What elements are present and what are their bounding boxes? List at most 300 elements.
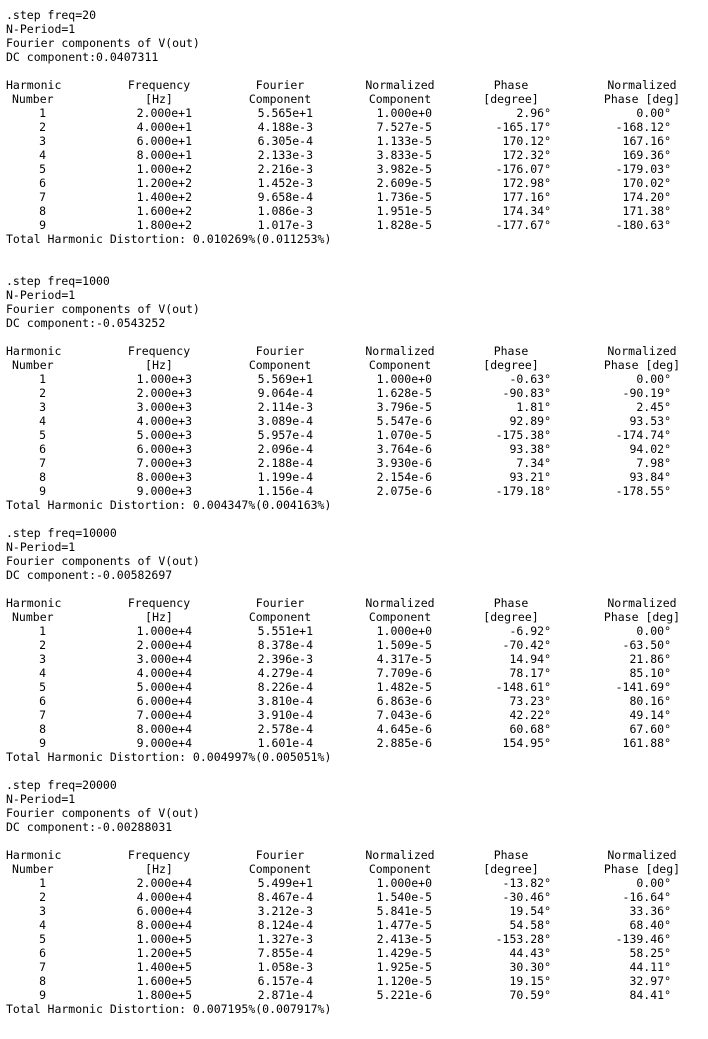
normalized-component-cell: 4.645e-6 — [376, 722, 432, 736]
header-component: Component — [248, 610, 312, 624]
table-row — [0, 988, 708, 1002]
fourier-component-cell: 1.058e-3 — [257, 960, 313, 974]
phase-cell: -13.82° — [502, 876, 551, 890]
fourier-component-cell: 5.957e-4 — [257, 428, 313, 442]
frequency-cell: 1.000e+4 — [136, 624, 192, 638]
phase-cell: 172.32° — [502, 148, 551, 162]
frequency-cell: 1.200e+5 — [136, 946, 192, 960]
harmonic-number-cell: 9 — [39, 484, 46, 498]
harmonic-number-cell: 4 — [39, 666, 46, 680]
header-frequency: Frequency — [127, 848, 191, 862]
normalized-phase-cell: -63.50° — [622, 638, 671, 652]
normalized-phase-cell: 94.02° — [629, 442, 671, 456]
normalized-phase-cell: -90.19° — [622, 386, 671, 400]
fourier-component-cell: 5.551e+1 — [257, 624, 313, 638]
normalized-phase-cell: 80.16° — [629, 694, 671, 708]
frequency-cell: 4.000e+4 — [136, 666, 192, 680]
header-phase: Phase — [493, 596, 529, 610]
normalized-component-cell: 1.482e-5 — [376, 680, 432, 694]
phase-cell: 2.96° — [516, 106, 551, 120]
normalized-phase-cell: 0.00° — [636, 876, 671, 890]
frequency-cell: 2.000e+4 — [136, 638, 192, 652]
header-harmonic: Harmonic — [6, 848, 62, 862]
header-normalized-phase: Normalized — [607, 596, 677, 610]
fourier-component-cell: 2.133e-3 — [257, 148, 313, 162]
normalized-component-cell: 1.925e-5 — [376, 960, 432, 974]
header-frequency: Frequency — [127, 78, 191, 92]
table-row — [0, 176, 708, 190]
harmonic-number-cell: 4 — [39, 148, 46, 162]
table-row — [0, 134, 708, 148]
harmonic-number-cell: 7 — [39, 960, 46, 974]
dc-component-line: DC component:0.0407311 — [6, 50, 159, 64]
harmonic-number-cell: 1 — [39, 372, 46, 386]
normalized-component-cell: 3.833e-5 — [376, 148, 432, 162]
harmonic-number-cell: 8 — [39, 722, 46, 736]
table-row — [0, 946, 708, 960]
header-ncomponent: Component — [368, 358, 432, 372]
table-row — [0, 456, 708, 470]
normalized-phase-cell: 58.25° — [629, 946, 671, 960]
header-component: Component — [248, 862, 312, 876]
harmonic-number-cell: 9 — [39, 736, 46, 750]
normalized-phase-cell: 44.11° — [629, 960, 671, 974]
nperiod-line: N-Period=1 — [6, 22, 76, 36]
phase-cell: -177.67° — [495, 218, 551, 232]
normalized-phase-cell: 170.02° — [622, 176, 671, 190]
header-normalized: Normalized — [365, 78, 435, 92]
table-header-row-1 — [0, 78, 708, 92]
table-row — [0, 974, 708, 988]
harmonic-number-cell: 8 — [39, 470, 46, 484]
header-normalized: Normalized — [365, 848, 435, 862]
frequency-cell: 6.000e+1 — [136, 134, 192, 148]
header-harmonic: Harmonic — [6, 344, 62, 358]
header-phase-deg: Phase [deg] — [603, 92, 681, 106]
header-fourier: Fourier — [255, 344, 305, 358]
normalized-phase-cell: 171.38° — [622, 204, 671, 218]
header-normalized: Normalized — [365, 596, 435, 610]
fourier-component-cell: 6.305e-4 — [257, 134, 313, 148]
phase-cell: 70.59° — [509, 988, 551, 1002]
normalized-phase-cell: -141.69° — [615, 680, 671, 694]
normalized-component-cell: 1.628e-5 — [376, 386, 432, 400]
fourier-component-cell: 2.578e-4 — [257, 722, 313, 736]
normalized-component-cell: 2.075e-6 — [376, 484, 432, 498]
dc-component-line: DC component:-0.0543252 — [6, 316, 166, 330]
fourier-component-cell: 3.810e-4 — [257, 694, 313, 708]
normalized-phase-cell: -178.55° — [615, 484, 671, 498]
harmonic-number-cell: 6 — [39, 442, 46, 456]
header-hz: [Hz] — [145, 358, 173, 372]
fourier-of-line: Fourier components of V(out) — [6, 36, 200, 50]
dc-component-line: DC component:-0.00582697 — [6, 568, 173, 582]
table-row — [0, 638, 708, 652]
header-number: Number — [12, 862, 54, 876]
phase-cell: -30.46° — [502, 890, 551, 904]
harmonic-number-cell: 1 — [39, 876, 46, 890]
normalized-phase-cell: 49.14° — [629, 708, 671, 722]
frequency-cell: 1.000e+2 — [136, 162, 192, 176]
table-header-row-2 — [0, 358, 708, 372]
step-line: .step freq=20 — [6, 8, 97, 22]
fourier-component-cell: 2.871e-4 — [257, 988, 313, 1002]
phase-cell: 93.21° — [509, 470, 551, 484]
fourier-component-cell: 6.157e-4 — [257, 974, 313, 988]
harmonic-number-cell: 7 — [39, 190, 46, 204]
header-hz: [Hz] — [145, 862, 173, 876]
normalized-phase-cell: 7.98° — [636, 456, 671, 470]
phase-cell: -70.42° — [502, 638, 551, 652]
normalized-component-cell: 7.709e-6 — [376, 666, 432, 680]
normalized-phase-cell: 174.20° — [622, 190, 671, 204]
table-header-row-2 — [0, 610, 708, 624]
phase-cell: 73.23° — [509, 694, 551, 708]
fourier-component-cell: 2.396e-3 — [257, 652, 313, 666]
phase-cell: -176.07° — [495, 162, 551, 176]
phase-cell: -0.63° — [509, 372, 551, 386]
frequency-cell: 1.400e+2 — [136, 190, 192, 204]
fourier-of-line: Fourier components of V(out) — [6, 302, 200, 316]
nperiod-line: N-Period=1 — [6, 792, 76, 806]
harmonic-number-cell: 4 — [39, 918, 46, 932]
normalized-phase-cell: 85.10° — [629, 666, 671, 680]
normalized-phase-cell: 161.88° — [622, 736, 671, 750]
phase-cell: -148.61° — [495, 680, 551, 694]
dc-component-line: DC component:-0.00288031 — [6, 820, 173, 834]
frequency-cell: 6.000e+4 — [136, 904, 192, 918]
phase-cell: 54.58° — [509, 918, 551, 932]
table-row — [0, 484, 708, 498]
normalized-component-cell: 1.000e+0 — [376, 372, 432, 386]
nperiod-line: N-Period=1 — [6, 540, 76, 554]
harmonic-number-cell: 7 — [39, 456, 46, 470]
table-row — [0, 428, 708, 442]
normalized-phase-cell: -16.64° — [622, 890, 671, 904]
harmonic-number-cell: 9 — [39, 218, 46, 232]
normalized-phase-cell: 68.40° — [629, 918, 671, 932]
normalized-component-cell: 1.070e-5 — [376, 428, 432, 442]
table-row — [0, 932, 708, 946]
normalized-phase-cell: -179.03° — [615, 162, 671, 176]
header-harmonic: Harmonic — [6, 596, 62, 610]
normalized-phase-cell: 84.41° — [629, 988, 671, 1002]
thd-line: Total Harmonic Distortion: 0.004347%(0.004163%) — [6, 498, 332, 512]
normalized-component-cell: 3.982e-5 — [376, 162, 432, 176]
harmonic-number-cell: 2 — [39, 890, 46, 904]
frequency-cell: 8.000e+1 — [136, 148, 192, 162]
normalized-component-cell: 2.154e-6 — [376, 470, 432, 484]
thd-line: Total Harmonic Distortion: 0.010269%(0.011253%) — [6, 232, 332, 246]
fourier-component-cell: 1.199e-4 — [257, 470, 313, 484]
normalized-component-cell: 1.000e+0 — [376, 106, 432, 120]
harmonic-number-cell: 1 — [39, 106, 46, 120]
phase-cell: 14.94° — [509, 652, 551, 666]
table-row — [0, 218, 708, 232]
fourier-component-cell: 2.188e-4 — [257, 456, 313, 470]
table-row — [0, 386, 708, 400]
header-degree: [degree] — [483, 358, 539, 372]
frequency-cell: 3.000e+3 — [136, 400, 192, 414]
fourier-component-cell: 2.216e-3 — [257, 162, 313, 176]
frequency-cell: 8.000e+4 — [136, 918, 192, 932]
header-normalized-phase: Normalized — [607, 848, 677, 862]
fourier-component-cell: 3.212e-3 — [257, 904, 313, 918]
header-fourier: Fourier — [255, 78, 305, 92]
fourier-component-cell: 5.565e+1 — [257, 106, 313, 120]
frequency-cell: 6.000e+4 — [136, 694, 192, 708]
harmonic-number-cell: 8 — [39, 974, 46, 988]
harmonic-number-cell: 5 — [39, 680, 46, 694]
phase-cell: 1.81° — [516, 400, 551, 414]
phase-cell: 44.43° — [509, 946, 551, 960]
harmonic-number-cell: 9 — [39, 988, 46, 1002]
table-row — [0, 960, 708, 974]
header-harmonic: Harmonic — [6, 78, 62, 92]
table-header-row-1 — [0, 596, 708, 610]
normalized-component-cell: 2.609e-5 — [376, 176, 432, 190]
header-ncomponent: Component — [368, 610, 432, 624]
fourier-component-cell: 5.499e+1 — [257, 876, 313, 890]
frequency-cell: 1.000e+5 — [136, 932, 192, 946]
normalized-phase-cell: -168.12° — [615, 120, 671, 134]
phase-cell: 30.30° — [509, 960, 551, 974]
harmonic-number-cell: 3 — [39, 652, 46, 666]
phase-cell: 42.22° — [509, 708, 551, 722]
fourier-component-cell: 8.124e-4 — [257, 918, 313, 932]
harmonic-number-cell: 3 — [39, 134, 46, 148]
harmonic-number-cell: 5 — [39, 162, 46, 176]
phase-cell: -175.38° — [495, 428, 551, 442]
nperiod-line: N-Period=1 — [6, 288, 76, 302]
phase-cell: 78.17° — [509, 666, 551, 680]
fourier-component-cell: 2.096e-4 — [257, 442, 313, 456]
frequency-cell: 2.000e+3 — [136, 386, 192, 400]
table-row — [0, 148, 708, 162]
step-line: .step freq=1000 — [6, 274, 110, 288]
phase-cell: -90.83° — [502, 386, 551, 400]
header-normalized: Normalized — [365, 344, 435, 358]
harmonic-number-cell: 6 — [39, 694, 46, 708]
fourier-component-cell: 5.569e+1 — [257, 372, 313, 386]
table-row — [0, 414, 708, 428]
phase-cell: 154.95° — [502, 736, 551, 750]
table-row — [0, 736, 708, 750]
header-degree: [degree] — [483, 862, 539, 876]
harmonic-number-cell: 3 — [39, 400, 46, 414]
frequency-cell: 1.400e+5 — [136, 960, 192, 974]
table-row — [0, 918, 708, 932]
fourier-component-cell: 8.378e-4 — [257, 638, 313, 652]
header-ncomponent: Component — [368, 862, 432, 876]
header-frequency: Frequency — [127, 344, 191, 358]
normalized-component-cell: 1.509e-5 — [376, 638, 432, 652]
phase-cell: 172.98° — [502, 176, 551, 190]
fourier-of-line: Fourier components of V(out) — [6, 554, 200, 568]
header-normalized-phase: Normalized — [607, 78, 677, 92]
frequency-cell: 1.000e+3 — [136, 372, 192, 386]
normalized-phase-cell: 67.60° — [629, 722, 671, 736]
frequency-cell: 4.000e+1 — [136, 120, 192, 134]
table-row — [0, 666, 708, 680]
header-phase: Phase — [493, 344, 529, 358]
harmonic-number-cell: 3 — [39, 904, 46, 918]
fourier-component-cell: 8.467e-4 — [257, 890, 313, 904]
normalized-component-cell: 7.527e-5 — [376, 120, 432, 134]
table-header-row-2 — [0, 92, 708, 106]
fourier-component-cell: 3.089e-4 — [257, 414, 313, 428]
normalized-component-cell: 1.133e-5 — [376, 134, 432, 148]
table-header-row-1 — [0, 344, 708, 358]
table-header-row-1 — [0, 848, 708, 862]
normalized-component-cell: 1.828e-5 — [376, 218, 432, 232]
table-row — [0, 106, 708, 120]
table-row — [0, 652, 708, 666]
fourier-component-cell: 3.910e-4 — [257, 708, 313, 722]
table-row — [0, 204, 708, 218]
harmonic-number-cell: 4 — [39, 414, 46, 428]
frequency-cell: 8.000e+3 — [136, 470, 192, 484]
header-fourier: Fourier — [255, 848, 305, 862]
normalized-component-cell: 2.885e-6 — [376, 736, 432, 750]
header-phase-deg: Phase [deg] — [603, 862, 681, 876]
frequency-cell: 1.600e+5 — [136, 974, 192, 988]
table-row — [0, 400, 708, 414]
normalized-phase-cell: 21.86° — [629, 652, 671, 666]
normalized-component-cell: 5.221e-6 — [376, 988, 432, 1002]
header-hz: [Hz] — [145, 92, 173, 106]
harmonic-number-cell: 7 — [39, 708, 46, 722]
frequency-cell: 7.000e+3 — [136, 456, 192, 470]
fourier-component-cell: 4.279e-4 — [257, 666, 313, 680]
normalized-phase-cell: 0.00° — [636, 372, 671, 386]
normalized-phase-cell: 93.53° — [629, 414, 671, 428]
fourier-component-cell: 1.156e-4 — [257, 484, 313, 498]
harmonic-number-cell: 5 — [39, 428, 46, 442]
fourier-of-line: Fourier components of V(out) — [6, 806, 200, 820]
step-line: .step freq=20000 — [6, 778, 117, 792]
step-line: .step freq=10000 — [6, 526, 117, 540]
table-row — [0, 694, 708, 708]
normalized-phase-cell: 93.84° — [629, 470, 671, 484]
normalized-component-cell: 2.413e-5 — [376, 932, 432, 946]
fourier-component-cell: 9.658e-4 — [257, 190, 313, 204]
phase-cell: 7.34° — [516, 456, 551, 470]
normalized-component-cell: 1.736e-5 — [376, 190, 432, 204]
header-degree: [degree] — [483, 92, 539, 106]
table-row — [0, 442, 708, 456]
table-row — [0, 372, 708, 386]
fourier-component-cell: 8.226e-4 — [257, 680, 313, 694]
header-phase: Phase — [493, 78, 529, 92]
normalized-component-cell: 7.043e-6 — [376, 708, 432, 722]
harmonic-number-cell: 2 — [39, 638, 46, 652]
frequency-cell: 1.800e+5 — [136, 988, 192, 1002]
normalized-component-cell: 1.429e-5 — [376, 946, 432, 960]
header-frequency: Frequency — [127, 596, 191, 610]
fourier-component-cell: 4.188e-3 — [257, 120, 313, 134]
phase-cell: 170.12° — [502, 134, 551, 148]
header-phase-deg: Phase [deg] — [603, 358, 681, 372]
table-row — [0, 708, 708, 722]
fourier-component-cell: 1.086e-3 — [257, 204, 313, 218]
normalized-phase-cell: 169.36° — [622, 148, 671, 162]
normalized-phase-cell: 0.00° — [636, 624, 671, 638]
table-row — [0, 904, 708, 918]
normalized-phase-cell: 32.97° — [629, 974, 671, 988]
normalized-phase-cell: -180.63° — [615, 218, 671, 232]
normalized-phase-cell: 167.16° — [622, 134, 671, 148]
harmonic-number-cell: 6 — [39, 946, 46, 960]
phase-cell: -153.28° — [495, 932, 551, 946]
fourier-component-cell: 1.601e-4 — [257, 736, 313, 750]
harmonic-number-cell: 1 — [39, 624, 46, 638]
normalized-component-cell: 1.477e-5 — [376, 918, 432, 932]
header-phase: Phase — [493, 848, 529, 862]
frequency-cell: 4.000e+3 — [136, 414, 192, 428]
header-phase-deg: Phase [deg] — [603, 610, 681, 624]
fourier-component-cell: 1.327e-3 — [257, 932, 313, 946]
normalized-component-cell: 3.930e-6 — [376, 456, 432, 470]
table-row — [0, 470, 708, 484]
header-normalized-phase: Normalized — [607, 344, 677, 358]
header-ncomponent: Component — [368, 92, 432, 106]
header-fourier: Fourier — [255, 596, 305, 610]
frequency-cell: 5.000e+4 — [136, 680, 192, 694]
normalized-component-cell: 4.317e-5 — [376, 652, 432, 666]
phase-cell: 177.16° — [502, 190, 551, 204]
fourier-component-cell: 9.064e-4 — [257, 386, 313, 400]
header-component: Component — [248, 358, 312, 372]
frequency-cell: 2.000e+1 — [136, 106, 192, 120]
frequency-cell: 4.000e+4 — [136, 890, 192, 904]
phase-cell: -6.92° — [509, 624, 551, 638]
table-row — [0, 890, 708, 904]
table-row — [0, 120, 708, 134]
fourier-component-cell: 1.452e-3 — [257, 176, 313, 190]
frequency-cell: 3.000e+4 — [136, 652, 192, 666]
harmonic-number-cell: 6 — [39, 176, 46, 190]
fourier-component-cell: 1.017e-3 — [257, 218, 313, 232]
frequency-cell: 1.200e+2 — [136, 176, 192, 190]
frequency-cell: 9.000e+3 — [136, 484, 192, 498]
harmonic-number-cell: 2 — [39, 120, 46, 134]
frequency-cell: 1.600e+2 — [136, 204, 192, 218]
fourier-component-cell: 7.855e-4 — [257, 946, 313, 960]
phase-cell: -179.18° — [495, 484, 551, 498]
phase-cell: 93.38° — [509, 442, 551, 456]
header-hz: [Hz] — [145, 610, 173, 624]
phase-cell: 19.54° — [509, 904, 551, 918]
thd-line: Total Harmonic Distortion: 0.007195%(0.007917%) — [6, 1002, 332, 1016]
normalized-component-cell: 1.540e-5 — [376, 890, 432, 904]
frequency-cell: 5.000e+3 — [136, 428, 192, 442]
normalized-phase-cell: 33.36° — [629, 904, 671, 918]
phase-cell: 19.15° — [509, 974, 551, 988]
header-number: Number — [12, 358, 54, 372]
frequency-cell: 8.000e+4 — [136, 722, 192, 736]
normalized-component-cell: 1.120e-5 — [376, 974, 432, 988]
header-component: Component — [248, 92, 312, 106]
frequency-cell: 7.000e+4 — [136, 708, 192, 722]
normalized-component-cell: 1.951e-5 — [376, 204, 432, 218]
normalized-component-cell: 5.841e-5 — [376, 904, 432, 918]
harmonic-number-cell: 5 — [39, 932, 46, 946]
header-degree: [degree] — [483, 610, 539, 624]
table-row — [0, 162, 708, 176]
frequency-cell: 6.000e+3 — [136, 442, 192, 456]
phase-cell: -165.17° — [495, 120, 551, 134]
